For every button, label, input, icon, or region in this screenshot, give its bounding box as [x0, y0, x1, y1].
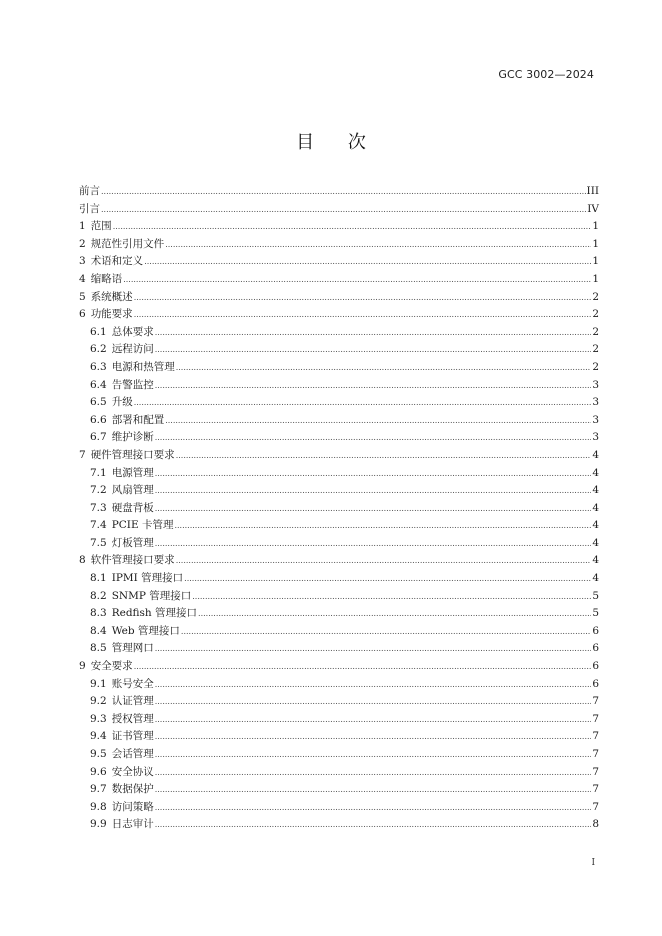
- toc-entry[interactable]: [79, 623, 599, 641]
- toc-dot-leader: [165, 236, 591, 254]
- toc-entry-number: 7: [79, 448, 86, 461]
- toc-entry-number: 8.2: [90, 589, 107, 602]
- toc-entry[interactable]: [79, 341, 599, 359]
- toc-dot-leader: [101, 201, 586, 219]
- toc-entry[interactable]: [79, 676, 599, 694]
- toc-dot-leader: [134, 289, 592, 307]
- toc-entry-title: IPMI 管理接口: [111, 572, 184, 585]
- toc-entry-page: 7: [592, 730, 599, 743]
- toc-entry-page: 7: [592, 765, 599, 778]
- toc-entry-number: 2: [79, 237, 86, 250]
- toc-dot-leader: [198, 605, 591, 623]
- toc-entry[interactable]: [79, 447, 599, 465]
- toc-entry-title: 会话管理: [111, 748, 154, 760]
- toc-dot-leader: [155, 429, 592, 447]
- toc-dot-leader: [155, 640, 592, 658]
- toc-dot-leader: [155, 341, 592, 359]
- toc-entry-page: 3: [592, 378, 599, 391]
- toc-entry-page: 7: [592, 783, 599, 796]
- toc-entry[interactable]: [79, 271, 599, 289]
- toc-entry-title: SNMP 管理接口: [111, 589, 192, 602]
- toc-entry-number: 1: [79, 220, 86, 233]
- toc-dot-leader: [155, 324, 592, 342]
- toc-dot-leader: [155, 799, 592, 817]
- toc-entry-page: 2: [592, 290, 599, 303]
- toc-entry-title: 功能要求: [90, 308, 133, 321]
- toc-entry-page: 5: [592, 589, 599, 602]
- toc-entry-title: 前言: [79, 185, 100, 197]
- toc-entry-page: 7: [592, 695, 599, 708]
- toc-dot-leader: [176, 552, 592, 570]
- page-number: I: [591, 858, 595, 868]
- document-code: GCC 3002—2024: [498, 68, 594, 81]
- toc-entry-title: 硬件管理接口要求: [90, 448, 175, 461]
- toc-entry[interactable]: [79, 324, 599, 342]
- toc-entry-number: 9.2: [90, 695, 107, 708]
- toc-entry[interactable]: [79, 253, 599, 271]
- toc-entry[interactable]: [79, 394, 599, 412]
- toc-entry-page: 2: [592, 343, 599, 356]
- toc-dot-leader: [134, 306, 592, 324]
- toc-entry-title: 证书管理: [111, 730, 154, 743]
- toc-entry-title: 认证管理: [111, 695, 154, 708]
- toc-entry-page: 1: [592, 220, 599, 233]
- toc-entry-title: 维护诊断: [111, 431, 154, 444]
- toc-entry-title: 安全协议: [111, 765, 154, 778]
- toc-entry-number: 6.4: [90, 378, 107, 391]
- toc-entry[interactable]: [79, 799, 599, 817]
- toc-entry-page: III: [586, 185, 599, 197]
- toc-entry-page: 6: [592, 660, 599, 673]
- toc-dot-leader: [165, 412, 591, 430]
- toc-entry-page: 6: [592, 624, 599, 637]
- toc-dot-leader: [174, 517, 591, 535]
- toc-dot-leader: [155, 746, 592, 764]
- toc-entry-number: 4: [79, 272, 86, 285]
- toc-entry-number: 7.2: [90, 484, 107, 497]
- toc-entry-page: 4: [592, 554, 599, 567]
- toc-entry-title: 日志审计: [111, 818, 154, 831]
- toc-entry[interactable]: [79, 482, 599, 500]
- toc-entry-page: 2: [592, 360, 599, 373]
- toc-entry-number: 6.6: [90, 413, 107, 426]
- toc-entry[interactable]: [79, 183, 599, 201]
- toc-entry-page: 3: [592, 431, 599, 444]
- toc-dot-leader: [155, 781, 592, 799]
- toc-entry-number: 8: [79, 554, 86, 567]
- toc-entry[interactable]: [79, 781, 599, 799]
- toc-entry-title: 硬盘背板: [111, 501, 154, 514]
- toc-entry-page: 2: [592, 308, 599, 321]
- toc-entry-title: 范围: [90, 220, 112, 233]
- toc-entry-title: PCIE 卡管理: [111, 519, 174, 532]
- toc-entry-page: 4: [592, 484, 599, 497]
- toc-dot-leader: [155, 693, 592, 711]
- toc-entry-title: 系统概述: [90, 290, 133, 303]
- toc-entry-number: 9.3: [90, 712, 107, 725]
- toc-entry-title: 授权管理: [111, 712, 154, 725]
- toc-entry[interactable]: [79, 201, 599, 219]
- toc-entry-page: 4: [592, 501, 599, 514]
- toc-entry-number: 5: [79, 290, 86, 303]
- toc-entry-page: 7: [592, 748, 599, 760]
- toc-entry-title: 软件管理接口要求: [90, 554, 175, 567]
- toc-entry[interactable]: [79, 728, 599, 746]
- toc-dot-leader: [176, 359, 592, 377]
- toc-entry-page: 4: [592, 466, 599, 479]
- toc-entry-page: 4: [592, 536, 599, 549]
- toc-entry-page: 7: [592, 800, 599, 813]
- toc-entry[interactable]: [79, 500, 599, 518]
- toc-entry[interactable]: [79, 359, 599, 377]
- toc-entry-page: 1: [592, 237, 599, 250]
- toc-entry-title: 电源和热管理: [111, 360, 175, 373]
- toc-dot-leader: [192, 588, 591, 606]
- toc-dot-leader: [144, 253, 591, 271]
- toc-entry-number: 8.5: [90, 642, 107, 655]
- toc-entry-number: 9.1: [90, 677, 107, 690]
- toc-entry-page: 4: [592, 519, 599, 532]
- toc-entry-number: 9.4: [90, 730, 107, 743]
- toc-entry[interactable]: [79, 289, 599, 307]
- toc-entry[interactable]: [79, 816, 599, 834]
- toc-entry[interactable]: [79, 306, 599, 324]
- toc-entry-page: 7: [592, 712, 599, 725]
- toc-entry-title: 术语和定义: [90, 255, 144, 268]
- toc-entry-title: 风扇管理: [111, 484, 154, 497]
- toc-entry-number: 6.1: [90, 325, 107, 338]
- toc-entry[interactable]: [79, 711, 599, 729]
- toc-entry-page: 4: [592, 448, 599, 461]
- toc-entry-title: 远程访问: [111, 343, 154, 356]
- toc-entry[interactable]: [79, 746, 599, 764]
- toc-entry-title: 账号安全: [111, 677, 154, 690]
- toc-entry-title: 引言: [79, 202, 100, 215]
- toc-entry-number: 9.6: [90, 765, 107, 778]
- toc-entry-page: 1: [592, 272, 599, 285]
- toc-dot-leader: [155, 465, 592, 483]
- toc-entry-number: 9.5: [90, 748, 107, 760]
- toc-entry-number: 8.4: [90, 624, 107, 637]
- toc-entry-number: 7.4: [90, 519, 107, 532]
- toc-entry-page: 3: [592, 396, 599, 409]
- toc-entry[interactable]: [79, 377, 599, 395]
- toc-dot-leader: [155, 676, 592, 694]
- toc-entry-title: 灯板管理: [111, 536, 154, 549]
- toc-entry-number: 7.3: [90, 501, 107, 514]
- toc-entry-page: 3: [592, 413, 599, 426]
- toc-entry-number: 9: [79, 660, 86, 673]
- toc-entry-title: 数据保护: [111, 783, 154, 796]
- toc-entry-page: 2: [592, 325, 599, 338]
- toc-entry-number: 8.3: [90, 607, 107, 620]
- toc-entry[interactable]: [79, 605, 599, 623]
- toc-entry-title: 管理网口: [111, 642, 154, 655]
- toc-entry-title: 告警监控: [111, 378, 154, 391]
- toc-entry-title: 总体要求: [111, 325, 154, 338]
- toc-entry-number: 6.7: [90, 431, 107, 444]
- toc-entry[interactable]: [79, 236, 599, 254]
- toc-entry-page: 6: [592, 642, 599, 655]
- toc-entry-title: 访问策略: [111, 800, 154, 813]
- page-title: 目 次: [296, 132, 380, 153]
- toc-entry-title: 升级: [111, 396, 133, 409]
- toc-entry-title: 部署和配置: [111, 413, 165, 426]
- toc-entry-number: 9.8: [90, 800, 107, 813]
- toc-entry[interactable]: [79, 570, 599, 588]
- toc-dot-leader: [155, 500, 592, 518]
- toc-entry-number: 7.1: [90, 466, 107, 479]
- toc-dot-leader: [184, 570, 591, 588]
- toc-entry[interactable]: [79, 465, 599, 483]
- toc-entry[interactable]: [79, 412, 599, 430]
- toc-dot-leader: [155, 728, 592, 746]
- toc-entry-number: 6.2: [90, 343, 107, 356]
- toc-entry[interactable]: [79, 517, 599, 535]
- toc-entry-number: 7.5: [90, 536, 107, 549]
- toc-entry-number: 6.5: [90, 396, 107, 409]
- toc-entry-page: 1: [592, 255, 599, 268]
- toc-entry-page: 8: [592, 818, 599, 831]
- toc-entry-number: 8.1: [90, 572, 107, 585]
- toc-entry-title: Redfish 管理接口: [111, 607, 198, 620]
- toc-dot-leader: [134, 658, 592, 676]
- toc-entry-number: 9.7: [90, 783, 107, 796]
- toc-entry-page: 6: [592, 677, 599, 690]
- toc-dot-leader: [123, 271, 591, 289]
- toc-entry-title: 规范性引用文件: [90, 237, 165, 250]
- toc-dot-leader: [181, 623, 591, 641]
- toc-entry-number: 9.9: [90, 818, 107, 831]
- toc-dot-leader: [155, 377, 592, 395]
- toc-dot-leader: [176, 447, 592, 465]
- toc-entry[interactable]: [79, 588, 599, 606]
- toc-entry[interactable]: [79, 535, 599, 553]
- toc-entry-page: IV: [587, 202, 599, 215]
- toc-dot-leader: [155, 764, 592, 782]
- toc-entry-number: 3: [79, 255, 86, 268]
- toc-dot-leader: [101, 183, 586, 201]
- toc-entry[interactable]: [79, 764, 599, 782]
- toc-entry-title: 安全要求: [90, 660, 133, 673]
- toc-dot-leader: [155, 816, 592, 834]
- toc-entry-page: 4: [592, 572, 599, 585]
- toc-dot-leader: [134, 394, 592, 412]
- toc-entry[interactable]: [79, 693, 599, 711]
- toc-entry[interactable]: [79, 218, 599, 236]
- toc-entry-number: 6: [79, 308, 86, 321]
- toc-entry-page: 5: [592, 607, 599, 620]
- toc-dot-leader: [155, 711, 592, 729]
- toc-dot-leader: [155, 535, 592, 553]
- toc-entry[interactable]: [79, 552, 599, 570]
- toc-entry-title: 电源管理: [111, 466, 154, 479]
- toc-dot-leader: [113, 218, 592, 236]
- toc-entry[interactable]: [79, 429, 599, 447]
- toc-entry-title: 缩略语: [90, 272, 123, 285]
- table-of-contents: [79, 183, 599, 834]
- toc-entry[interactable]: [79, 640, 599, 658]
- toc-entry-number: 6.3: [90, 360, 107, 373]
- toc-entry-title: Web 管理接口: [111, 624, 180, 637]
- toc-entry[interactable]: [79, 658, 599, 676]
- toc-dot-leader: [155, 482, 592, 500]
